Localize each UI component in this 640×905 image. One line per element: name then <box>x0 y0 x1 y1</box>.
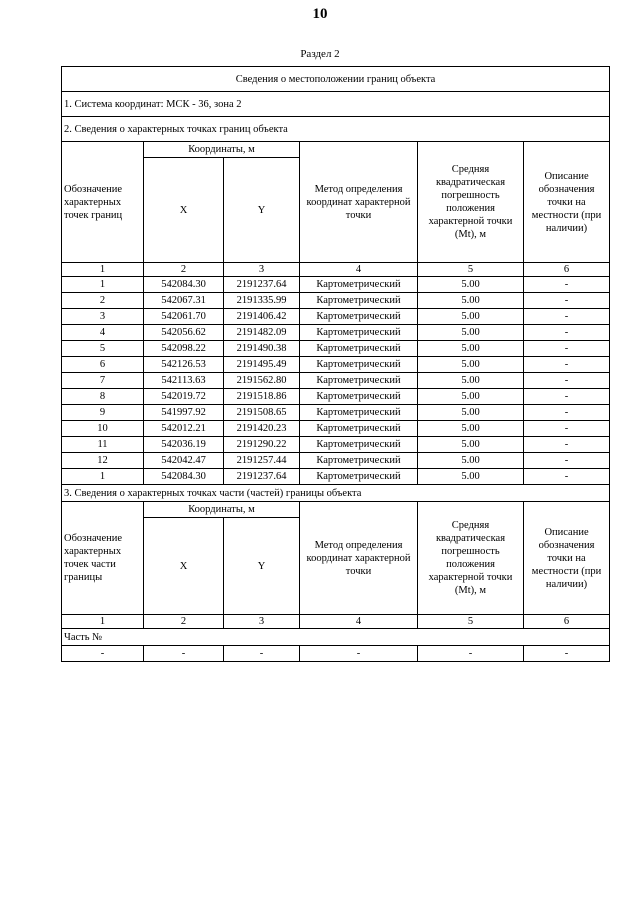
coord-y: 2191406.42 <box>224 309 300 325</box>
part-cell: - <box>224 646 300 662</box>
col-number: 5 <box>418 263 524 277</box>
header-y-2: Y <box>224 518 300 615</box>
part-cell: - <box>144 646 224 662</box>
table-row <box>62 277 610 293</box>
table-row <box>62 421 610 437</box>
method: Картометрический <box>300 405 418 421</box>
section-label: Раздел 2 <box>300 48 340 60</box>
coord-x: 542019.72 <box>144 389 224 405</box>
coord-y: 2191490.38 <box>224 341 300 357</box>
description: - <box>524 293 610 309</box>
table-row <box>62 293 610 309</box>
coord-x: 542113.63 <box>144 373 224 389</box>
coord-x: 542098.22 <box>144 341 224 357</box>
method: Картометрический <box>300 421 418 437</box>
error: 5.00 <box>418 373 524 389</box>
description: - <box>524 421 610 437</box>
coord-y: 2191482.09 <box>224 325 300 341</box>
part3-title: 3. Сведения о характерных точках части (частей) границы объекта <box>62 485 610 502</box>
column-numbers <box>62 263 610 277</box>
coord-y: 2191257.44 <box>224 453 300 469</box>
table-row <box>62 357 610 373</box>
table-row <box>62 453 610 469</box>
error: 5.00 <box>418 405 524 421</box>
part-cell: - <box>524 646 610 662</box>
header-points: Обозначение характерных точек границ <box>62 142 144 263</box>
part-cell: - <box>418 646 524 662</box>
coord-x: 542056.62 <box>144 325 224 341</box>
coord-system: 1. Система координат: МСК - 36, зона 2 <box>62 92 610 117</box>
description: - <box>524 309 610 325</box>
error: 5.00 <box>418 453 524 469</box>
col-number: 6 <box>524 615 610 629</box>
point-id: 7 <box>62 373 144 389</box>
point-id: 8 <box>62 389 144 405</box>
table-row <box>62 405 610 421</box>
col-number: 3 <box>224 263 300 277</box>
error: 5.00 <box>418 389 524 405</box>
error: 5.00 <box>418 357 524 373</box>
header-desc-2: Описание обозначения точки на местности (при наличии) <box>524 502 610 615</box>
description: - <box>524 341 610 357</box>
description: - <box>524 373 610 389</box>
method: Картометрический <box>300 325 418 341</box>
header-error-2: Средняя квадратическая погрешность положения характерной точки (Mt), м <box>418 502 524 615</box>
coord-y: 2191237.64 <box>224 277 300 293</box>
header-method-2: Метод определения координат характерной точки <box>300 502 418 615</box>
description: - <box>524 389 610 405</box>
method: Картометрический <box>300 309 418 325</box>
coord-y: 2191290.22 <box>224 437 300 453</box>
table-row <box>62 373 610 389</box>
col-number: 2 <box>144 263 224 277</box>
col-number: 4 <box>300 263 418 277</box>
coord-x: 542084.30 <box>144 469 224 485</box>
col-number: 3 <box>224 615 300 629</box>
error: 5.00 <box>418 421 524 437</box>
coord-y: 2191495.49 <box>224 357 300 373</box>
header-error: Средняя квадратическая погрешность положения характерной точки (Mt), м <box>418 142 524 263</box>
col-number: 5 <box>418 615 524 629</box>
part2-title: 2. Сведения о характерных точках границ объекта <box>62 117 610 142</box>
part-label: Часть № <box>62 629 610 646</box>
header-x: X <box>144 158 224 263</box>
description: - <box>524 325 610 341</box>
col-number: 2 <box>144 615 224 629</box>
coord-x: 541997.92 <box>144 405 224 421</box>
point-id: 4 <box>62 325 144 341</box>
header-coords-2: Координаты, м <box>144 502 300 518</box>
error: 5.00 <box>418 437 524 453</box>
point-id: 5 <box>62 341 144 357</box>
coord-x: 542036.19 <box>144 437 224 453</box>
point-id: 6 <box>62 357 144 373</box>
coord-x: 542012.21 <box>144 421 224 437</box>
header-x-2: X <box>144 518 224 615</box>
part-cell: - <box>300 646 418 662</box>
coord-x: 542084.30 <box>144 277 224 293</box>
table-row <box>62 437 610 453</box>
description: - <box>524 453 610 469</box>
point-id: 3 <box>62 309 144 325</box>
table-title: Сведения о местоположении границ объекта <box>62 67 610 92</box>
page-number: 10 <box>312 6 328 22</box>
col-number: 1 <box>62 615 144 629</box>
boundaries-table <box>61 66 610 662</box>
part-row <box>62 646 610 662</box>
method: Картометрический <box>300 357 418 373</box>
table-row <box>62 469 610 485</box>
method: Картометрический <box>300 469 418 485</box>
point-id: 12 <box>62 453 144 469</box>
point-id: 2 <box>62 293 144 309</box>
point-id: 10 <box>62 421 144 437</box>
header-method: Метод определения координат характерной точки <box>300 142 418 263</box>
method: Картометрический <box>300 373 418 389</box>
col-number: 1 <box>62 263 144 277</box>
error: 5.00 <box>418 277 524 293</box>
method: Картометрический <box>300 453 418 469</box>
coord-x: 542061.70 <box>144 309 224 325</box>
point-id: 1 <box>62 277 144 293</box>
description: - <box>524 469 610 485</box>
point-id: 11 <box>62 437 144 453</box>
table-row <box>62 389 610 405</box>
coord-y: 2191335.99 <box>224 293 300 309</box>
method: Картометрический <box>300 341 418 357</box>
coord-y: 2191237.64 <box>224 469 300 485</box>
description: - <box>524 437 610 453</box>
header-coords: Координаты, м <box>144 142 300 158</box>
error: 5.00 <box>418 293 524 309</box>
method: Картометрический <box>300 277 418 293</box>
error: 5.00 <box>418 309 524 325</box>
point-id: 9 <box>62 405 144 421</box>
col-number: 4 <box>300 615 418 629</box>
method: Картометрический <box>300 293 418 309</box>
header-part-points: Обозначение характерных точек части границы <box>62 502 144 615</box>
column-numbers-2 <box>62 615 610 629</box>
coord-x: 542126.53 <box>144 357 224 373</box>
table-row <box>62 341 610 357</box>
header-y: Y <box>224 158 300 263</box>
table-row <box>62 309 610 325</box>
error: 5.00 <box>418 341 524 357</box>
table-row <box>62 325 610 341</box>
coord-y: 2191508.65 <box>224 405 300 421</box>
col-number: 6 <box>524 263 610 277</box>
description: - <box>524 357 610 373</box>
coord-y: 2191562.80 <box>224 373 300 389</box>
point-id: 1 <box>62 469 144 485</box>
method: Картометрический <box>300 389 418 405</box>
coord-x: 542067.31 <box>144 293 224 309</box>
part-cell: - <box>62 646 144 662</box>
coord-y: 2191518.86 <box>224 389 300 405</box>
method: Картометрический <box>300 437 418 453</box>
description: - <box>524 405 610 421</box>
coord-x: 542042.47 <box>144 453 224 469</box>
header-desc: Описание обозначения точки на местности (при наличии) <box>524 142 610 263</box>
description: - <box>524 277 610 293</box>
coord-y: 2191420.23 <box>224 421 300 437</box>
error: 5.00 <box>418 469 524 485</box>
error: 5.00 <box>418 325 524 341</box>
